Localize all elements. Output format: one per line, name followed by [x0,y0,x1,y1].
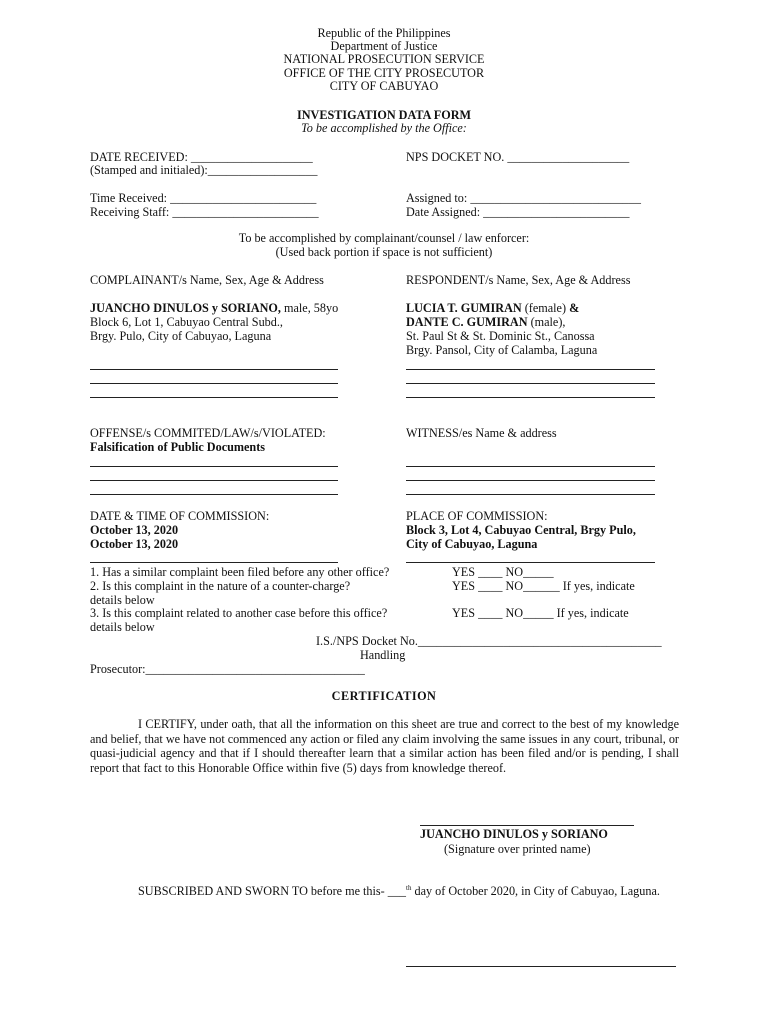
witness-blank-line [406,494,655,495]
commission-place-line [406,562,655,563]
respondent-name-1-bold: LUCIA T. GUMIRAN [406,301,522,315]
date-assigned-field: Date Assigned: ________________________ [406,205,630,219]
respondent-heading: RESPONDENT/s Name, Sex, Age & Address [406,273,631,287]
complainant-note: To be accomplished by complainant/counsel / law enforcer: [238,231,530,245]
question-2: 2. Is this complaint in the nature of a counter-charge? [90,579,351,593]
form-subtitle: To be accomplished by the Office: [301,121,467,135]
complainant-blank-line [90,369,338,370]
signature-name: JUANCHO DINULOS y SORIANO [420,827,608,841]
question-1: 1. Has a similar complaint been filed before any other office? [90,565,390,579]
certification-body [90,717,679,775]
subscribed-lead: SUBSCRIBED AND SWORN TO before me this- ___ [138,884,407,898]
header-nps: NATIONAL PROSECUTION SERVICE [283,52,485,66]
certification-body-text: , under oath, that all the information on this sheet are true and correct to the best of my knowledge and belief, that we have not commenced any action or filed any claim involving the same issues in any court, tribunal, or quasi-judicial agency and that if I should thereafter learn that a similar action has been filed and/or is pending, I shall report that fact to this Honorable Office within five (5) days from knowledge thereof. [90,717,680,775]
nps-docket-field: NPS DOCKET NO. ____________________ [406,150,630,164]
respondent-blank-line [406,397,655,398]
certification-title: CERTIFICATION [331,689,437,703]
complainant-name-details: male, 58yo [280,301,339,315]
question-3-continuation: details below [90,620,155,634]
complainant-address-1: Block 6, Lot 1, Cabuyao Central Subd., [90,315,283,329]
commission-place-value-2: City of Cabuyao, Laguna [406,537,538,551]
question-3: 3. Is this complaint related to another case before this office? [90,606,388,620]
is-nps-docket-field: I.S./NPS Docket No.________________________________________ [316,634,662,648]
offense-blank-line [90,480,338,481]
respondent-address-1: St. Paul St & St. Dominic St., Canossa [406,329,595,343]
question-2-yes-no-blanks: YES ____ NO______ [452,579,560,593]
stamped-initialed-field: (Stamped and initialed):__________________ [90,163,318,177]
complainant-address-2: Brgy. Pulo, City of Cabuyao, Laguna [90,329,272,343]
signature-line [420,825,634,826]
complainant-blank-line [90,397,338,398]
question-3-suffix: If yes, indicate [553,606,629,620]
receiving-staff-field: Receiving Staff: ________________________ [90,205,319,219]
respondent-blank-line [406,369,655,370]
question-2-continuation: details below [90,593,155,607]
back-portion-note: (Used back portion if space is not sufficient) [275,245,493,259]
witness-heading: WITNESS/es Name & address [406,426,557,440]
respondent-name-2-details: (male), [527,315,566,329]
complainant-blank-line [90,383,338,384]
respondent-name-1 [406,301,579,315]
question-3-yes-no [452,606,629,620]
respondent-address-2: Brgy. Pansol, City of Calamba, Laguna [406,343,598,357]
form-title: INVESTIGATION DATA FORM [296,108,472,122]
date-received-field: DATE RECEIVED: ____________________ [90,150,313,164]
certification-body-lead: I CERTIFY [138,717,194,731]
assigned-to-field: Assigned to: ____________________________ [406,191,641,205]
header-office: OFFICE OF THE CITY PROSECUTOR [283,66,485,80]
commission-place-heading: PLACE OF COMMISSION: [406,509,548,523]
header-city: CITY OF CABUYAO [329,79,439,93]
commission-place-value-1: Block 3, Lot 4, Cabuyao Central, Brgy Pulo, [406,523,636,537]
witness-blank-line [406,480,655,481]
offense-blank-line [90,494,338,495]
commission-date-line [90,562,338,563]
complainant-name [90,301,338,315]
witness-blank-line [406,466,655,467]
notary-signature-line [406,966,676,967]
question-2-yes-no [452,579,635,593]
time-received-field: Time Received: ________________________ [90,191,317,205]
respondent-ampersand: & [569,301,580,315]
respondent-blank-line [406,383,655,384]
subscribed-statement [90,884,679,899]
offense-value: Falsification of Public Documents [90,440,266,454]
commission-time-value: October 13, 2020 [90,537,179,551]
header-department: Department of Justice [330,39,438,53]
respondent-name-2-bold: DANTE C. GUMIRAN [406,315,528,329]
signature-caption: (Signature over printed name) [444,842,591,856]
prosecutor-field: Prosecutor:____________________________________ [90,662,365,676]
question-3-yes-no-blanks: YES ____ NO_____ [452,606,554,620]
subscribed-sup: th [406,883,412,892]
question-2-suffix: If yes, indicate [559,579,635,593]
commission-date-heading: DATE & TIME OF COMMISSION: [90,509,270,523]
complainant-heading: COMPLAINANT/s Name, Sex, Age & Address [90,273,324,287]
offense-blank-line [90,466,338,467]
subscribed-rest: day of October 2020, in City of Cabuyao, Laguna. [411,884,660,898]
respondent-name-2 [406,315,565,329]
question-1-yes-no: YES ____ NO_____ [452,565,554,579]
commission-date-value: October 13, 2020 [90,523,179,537]
offense-heading: OFFENSE/s COMMITED/LAW/s/VIOLATED: [90,426,326,440]
handling-label: Handling [360,648,406,662]
complainant-name-bold: JUANCHO DINULOS y SORIANO, [90,301,281,315]
respondent-name-1-details: (female) [521,301,570,315]
header-republic: Republic of the Philippines [317,26,451,40]
